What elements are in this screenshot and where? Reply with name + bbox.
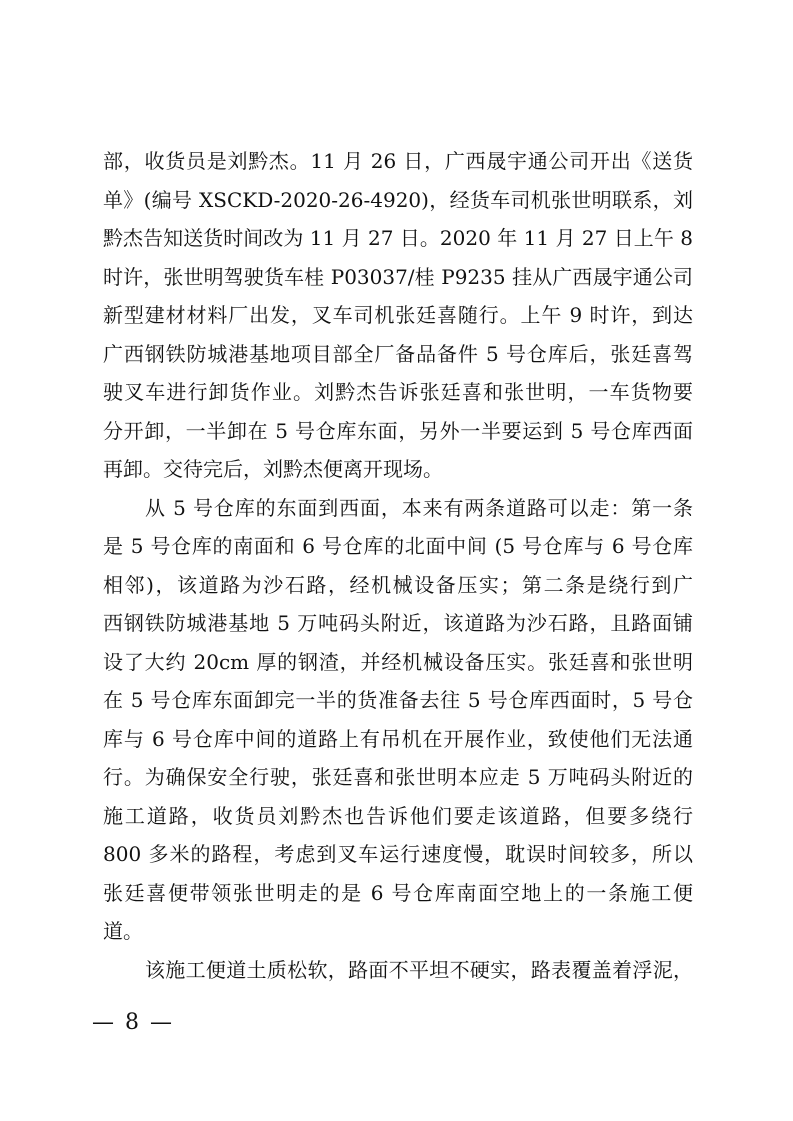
paragraph-3 [103,951,693,990]
paragraph-1 [103,142,693,489]
paragraph-2 [103,489,693,951]
text-line: 从 5 号仓库的东面到西面，本来有两条道路可以走：第一条 [145,495,693,520]
text-line: 库与 6 号仓库中间的道路上有吊机在开展作业，致使他们无法通 [103,726,693,751]
text-line: 张廷喜便带领张世明走的是 6 号仓库南面空地上的一条施工便 [103,880,693,905]
text-line: 再卸。交待完后，刘黔杰便离开现场。 [103,457,443,481]
page-number: — 8 — [92,1010,174,1035]
text-line: 在 5 号仓库东面卸完一半的货准备去往 5 号仓库西面时，5 号仓 [103,688,693,712]
text-line: 800 多米的路程，考虑到叉车运行速度慢，耽误时间较多，所以 [103,842,693,866]
text-line: 时许，张世明驾驶货车桂 P03037/桂 P9235 挂从广西晟宇通公司 [103,264,693,289]
text-line: 行。为确保安全行驶，张廷喜和张世明本应走 5 万吨码头附近的 [103,765,693,789]
text-line: 黔杰告知送货时间改为 11 月 27 日。2020 年 11 月 27 日上午 8 [103,226,693,250]
document-body [103,142,693,989]
text-line: 部，收货员是刘黔杰。11 月 26 日，广西晟宇通公司开出《送货 [103,149,693,173]
text-line: 是 5 号仓库的南面和 6 号仓库的北面中间 (5 号仓库与 6 号仓库 [103,534,693,558]
text-line: 单》(编号 XSCKD-2020-26-4920)，经货车司机张世明联系，刘 [103,187,693,212]
text-line: 广西钢铁防城港基地项目部全厂备品备件 5 号仓库后，张廷喜驾 [103,341,693,366]
text-line: 驶叉车进行卸货作业。刘黔杰告诉张廷喜和张世明，一车货物要 [103,380,693,404]
text-line: 相邻)，该道路为沙石路，经机械设备压实；第二条是绕行到广 [103,572,693,597]
text-line: 施工道路，收货员刘黔杰也告诉他们要走该道路，但要多绕行 [103,803,693,828]
text-line: 设了大约 20cm 厚的钢渣，并经机械设备压实。张廷喜和张世明 [103,649,693,674]
text-line: 分开卸，一半卸在 5 号仓库东面，另外一半要运到 5 号仓库西面 [103,418,693,443]
text-line: 西钢铁防城港基地 5 万吨码头附近，该道路为沙石路，且路面铺 [103,611,693,635]
text-line: 道。 [103,919,143,943]
text-line: 该施工便道土质松软，路面不平坦不硬实，路表覆盖着浮泥， [145,957,693,982]
text-line: 新型建材材料厂出发，叉车司机张廷喜随行。上午 9 时许，到达 [103,303,693,327]
